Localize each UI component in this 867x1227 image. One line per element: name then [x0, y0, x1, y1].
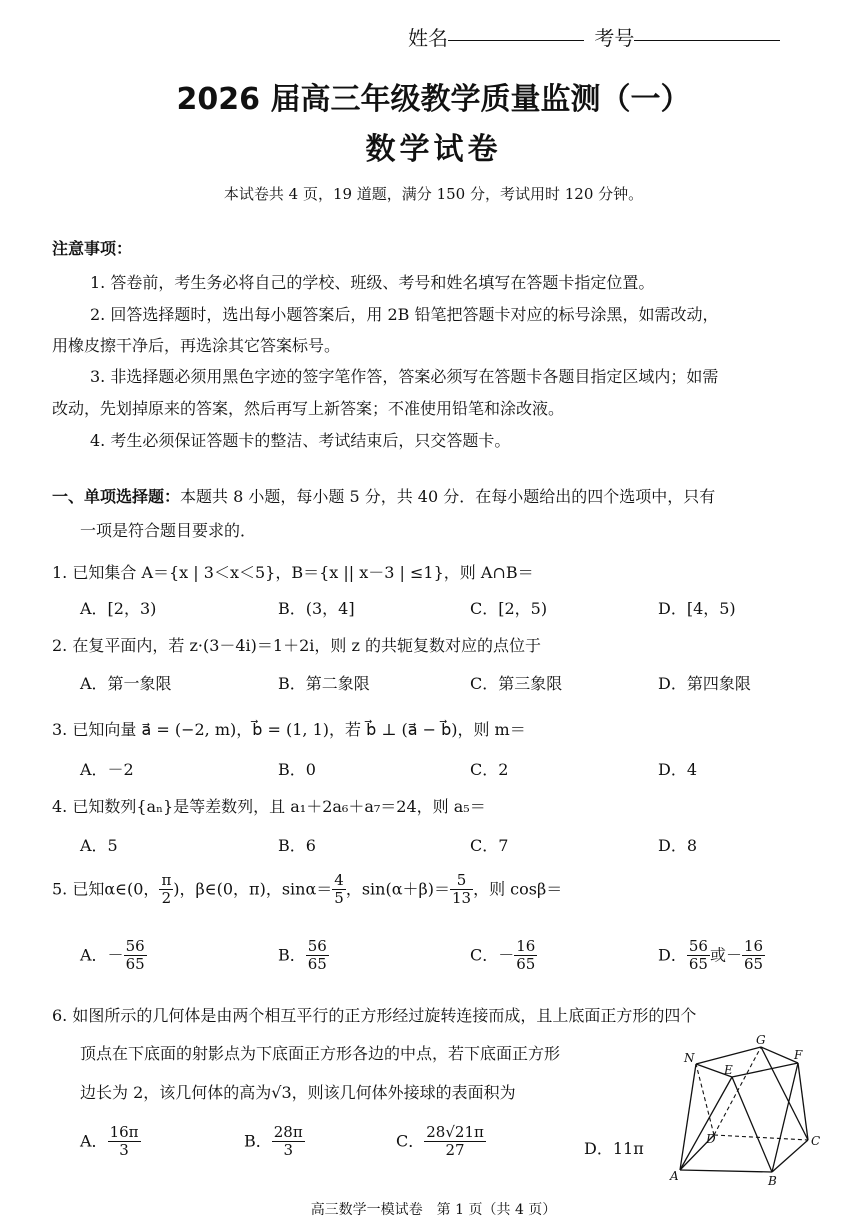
edge-AE [680, 1077, 732, 1170]
q3-option-c: C．2 [470, 760, 509, 779]
label-B: B [768, 1174, 777, 1188]
number-label: 考号 [594, 26, 635, 50]
q6-c-frac [424, 1124, 486, 1160]
q5-b-frac [306, 938, 329, 974]
label-A: A [670, 1169, 679, 1183]
q6-option-c [396, 1124, 486, 1160]
page-footer: 高三数学一模试卷 第 1 页（共 4 页） [310, 1202, 557, 1218]
q6-line2: 顶点在下底面的射影点为下底面正方形各边的中点，若下底面正方形 [80, 1044, 561, 1063]
q3-stem: 3. 已知向量 a⃗ = (−2, m)，b⃗ = (1, 1)，若 b⃗ ⊥ (a⃗ − b⃗)，则 m＝ [52, 720, 526, 739]
q5-b-den: 65 [307, 955, 327, 974]
q5-d-frac1 [687, 938, 710, 974]
name-label: 姓名 [408, 26, 448, 50]
q5-frac-den: 13 [452, 889, 472, 908]
q2-option-c: C．第三象限 [470, 674, 563, 693]
q5-stem [52, 872, 562, 908]
q5-b-num: 56 [307, 937, 327, 955]
q4-option-d: D．8 [658, 836, 698, 855]
q5-c-num: 16 [516, 937, 536, 955]
q5-d-num2: 16 [743, 937, 764, 955]
edge-BF [772, 1063, 798, 1172]
edge-BE [732, 1077, 772, 1172]
edge-AN [680, 1064, 696, 1170]
q2-option-d: D．第四象限 [658, 674, 751, 693]
q1-stem: 1. 已知集合 A＝{x | 3＜x＜5}，B＝{x || x－3 | ≤1}，则 A∩B＝ [52, 563, 534, 582]
q5-a-den: 65 [125, 955, 145, 974]
q5-c-frac [514, 938, 537, 974]
section1-label: 一、单项选择题： [52, 487, 181, 506]
q6-option-b [244, 1124, 305, 1160]
name-blank [448, 39, 584, 41]
q6-line1: 6. 如图所示的几何体是由两个相互平行的正方形经过旋转连接而成，且上底面正方形的四个 [52, 1006, 697, 1025]
q6-a-num: 16π [109, 1123, 139, 1141]
q2-option-b: B．第二象限 [278, 674, 370, 693]
q3-option-a: A．－2 [80, 760, 134, 779]
exam-subtitle: 数学试卷 [365, 132, 502, 167]
exam-title: 2026 届高三年级教学质量监测（一） [176, 82, 691, 117]
q5-frac-4-5 [332, 872, 346, 908]
q5-stem-part1: 5. 已知α∈(0， [52, 879, 160, 899]
edge-DC-hidden [714, 1135, 808, 1140]
note-3b: 改动，先划掉原来的答案，然后再写上新答案；不准使用铅笔和涂改液。 [52, 399, 565, 418]
q5-frac-num: 5 [450, 872, 473, 890]
q6-b-den: 3 [283, 1141, 294, 1160]
q1-option-c: C．[2，5) [470, 599, 548, 618]
exam-info: 本试卷共 4 页，19 道题，满分 150 分，考试用时 120 分钟。 [223, 185, 644, 203]
q5-frac-den: 2 [161, 889, 172, 908]
q6-c-prefix: C． [396, 1131, 425, 1151]
q6-option-a [80, 1124, 141, 1160]
edge-NG [696, 1047, 761, 1064]
note-4: 4. 考生必须保证答题卡的整洁、考试结束后，只交答题卡。 [90, 431, 511, 450]
q5-d-or: 或－ [709, 945, 742, 965]
q5-d-den2: 65 [743, 955, 764, 974]
q5-option-c [470, 938, 537, 974]
edge-DG-hidden [714, 1047, 761, 1135]
q3-option-b: B．0 [278, 760, 316, 779]
edge-AB [680, 1170, 772, 1172]
edge-BC [772, 1140, 808, 1172]
q2-option-a: A．第一象限 [80, 674, 172, 693]
q4-stem: 4. 已知数列{aₙ}是等差数列，且 a₁＋2a₆＋a₇＝24，则 a₅＝ [52, 797, 486, 816]
section1-line-a [52, 484, 715, 507]
q5-option-a [80, 938, 147, 974]
q5-c-den: 65 [516, 955, 536, 974]
q5-frac-num: 4 [334, 871, 344, 889]
q4-option-b: B．6 [278, 836, 316, 855]
label-N: N [684, 1051, 695, 1065]
section1-text-a: 本题共 8 小题，每小题 5 分，共 40 分．在每小题给出的四个选项中，只有 [180, 487, 716, 506]
edge-GF [761, 1047, 798, 1063]
q6-option-d: D．11π [584, 1139, 644, 1158]
q5-c-prefix: C．－ [470, 945, 515, 965]
section1-text-b: 一项是符合题目要求的． [80, 521, 257, 540]
note-2b: 用橡皮擦干净后，再选涂其它答案标号。 [52, 336, 341, 355]
q5-stem-part3: ，sin(α＋β)＝ [345, 879, 450, 899]
note-2a: 2. 回答选择题时，选出每小题答案后，用 2B 铅笔把答题卡对应的标号涂黑，如需改动， [90, 305, 719, 324]
number-blank [634, 39, 780, 41]
q2-stem: 2. 在复平面内，若 z·(3－4i)＝1＋2i，则 z 的共轭复数对应的点位于 [52, 636, 541, 655]
name-field [408, 22, 780, 51]
label-G: G [756, 1033, 766, 1047]
q6-b-num: 28π [273, 1123, 303, 1141]
q5-stem-part4: ，则 cosβ＝ [473, 879, 563, 899]
q5-d-frac2 [742, 938, 765, 974]
q5-frac-pi-2 [159, 872, 173, 908]
note-3a: 3. 非选择题必须用黑色字迹的签字笔作答，答案必须写在答题卡各题目指定区域内；如需 [90, 367, 719, 386]
edge-FE [732, 1063, 798, 1077]
q3-option-d: D．4 [658, 760, 698, 779]
notes-heading: 注意事项： [52, 239, 133, 258]
q4-option-a: A．5 [80, 836, 118, 855]
q5-option-b [278, 938, 329, 974]
q5-option-d [658, 938, 765, 974]
q6-a-prefix: A． [80, 1131, 108, 1151]
q5-a-frac [124, 938, 147, 974]
q6-c-num: 28√21π [426, 1123, 484, 1141]
q5-frac-den: 5 [334, 889, 344, 908]
q5-d-den1: 65 [688, 955, 708, 974]
q5-b-prefix: B． [278, 945, 306, 965]
q5-d-num1: 56 [688, 937, 708, 955]
q1-option-a: A．[2，3) [80, 599, 157, 618]
note-1: 1. 答卷前，考生务必将自己的学校、班级、考号和姓名填写在答题卡指定位置。 [90, 273, 655, 292]
label-D: D [706, 1132, 716, 1146]
q6-a-den: 3 [119, 1141, 129, 1160]
q6-b-frac [272, 1124, 305, 1160]
q6-b-prefix: B． [244, 1131, 272, 1151]
geometry-figure [668, 1030, 828, 1188]
q5-frac-5-13 [450, 872, 473, 908]
q6-line3: 边长为 2，该几何体的高为√3，则该几何体外接球的表面积为 [80, 1083, 516, 1102]
edge-CF [798, 1063, 808, 1140]
q5-stem-part2: )，β∈(0，π)，sinα＝ [173, 879, 333, 899]
q5-frac-num: π [161, 871, 172, 889]
q4-option-c: C．7 [470, 836, 509, 855]
q5-a-prefix: A．－ [80, 945, 124, 965]
q5-d-prefix: D． [658, 945, 687, 965]
label-E: E [724, 1063, 733, 1077]
q6-a-frac [108, 1124, 141, 1160]
label-C: C [811, 1134, 821, 1148]
q1-option-d: D．[4，5) [658, 599, 736, 618]
q1-option-b: B．(3，4] [278, 599, 355, 618]
q6-c-den: 27 [445, 1141, 465, 1160]
q5-a-num: 56 [125, 937, 145, 955]
label-F: F [794, 1048, 803, 1062]
